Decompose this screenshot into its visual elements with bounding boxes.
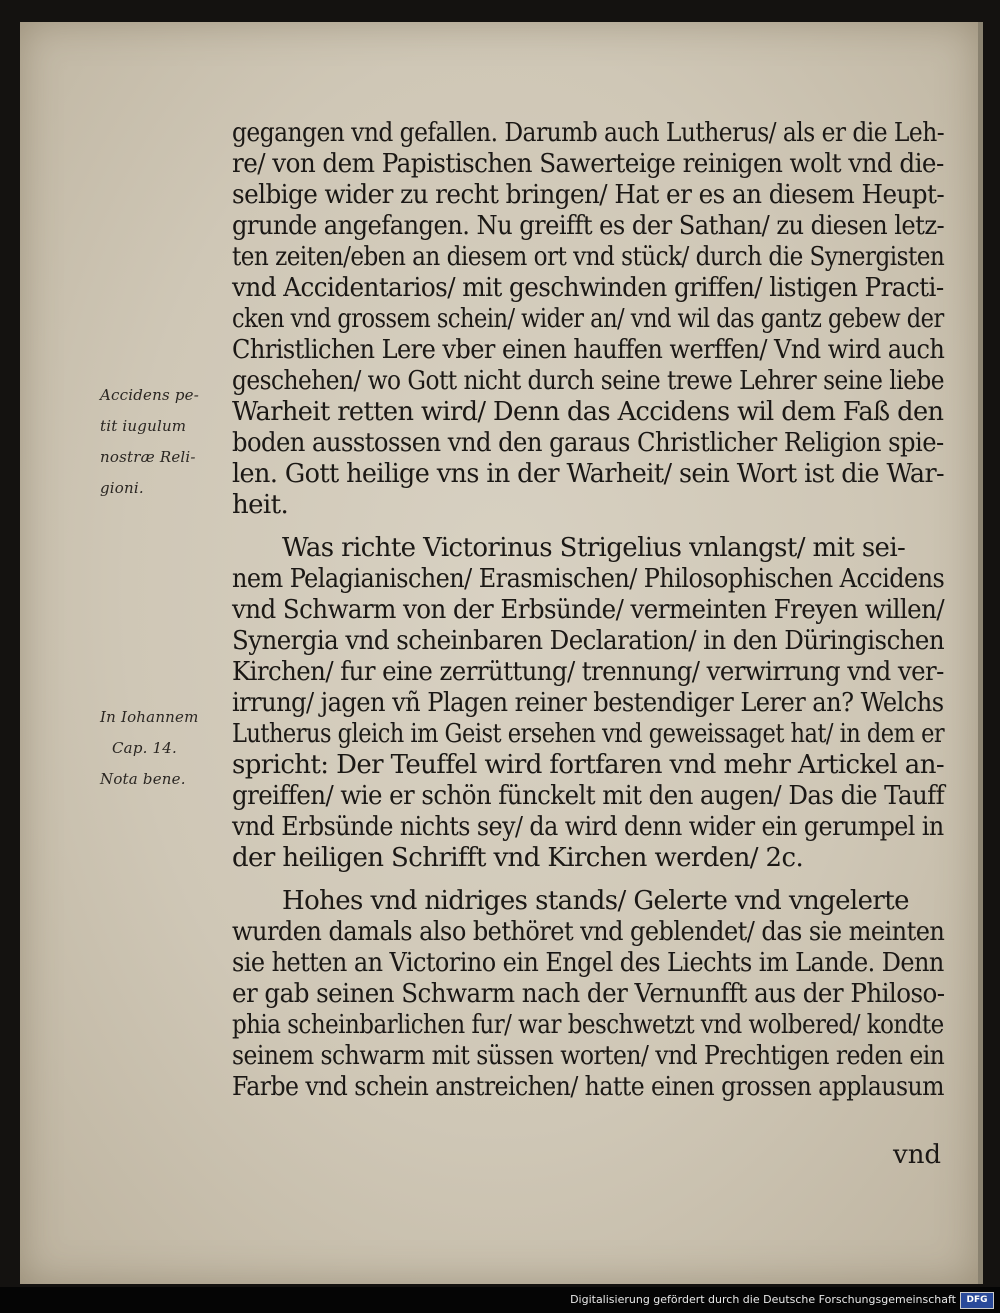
margin-note: nostræ Reli- — [100, 448, 196, 466]
text-line: Lutherus gleich im Geist ersehen vnd geweissaget hat/ in dem er — [232, 719, 945, 749]
footer-bar — [0, 1287, 1000, 1313]
text-line: vnd Erbsünde nichts sey/ da wird denn wider ein gerumpel in — [232, 812, 944, 842]
text-line: Synergia vnd scheinbaren Declaration/ in den Düringischen — [232, 626, 945, 656]
text-line: vnd Schwarm von der Erbsünde/ vermeinten Freyen willen/ — [232, 595, 945, 625]
text-line: re/ von dem Papistischen Sawerteige reinigen wolt vnd die- — [232, 149, 944, 179]
margin-note: Cap. 14. — [112, 739, 178, 757]
paragraph-start-line: Hohes vnd nidriges stands/ Gelerte vnd vngelerte — [282, 886, 909, 916]
text-line: cken vnd grossem schein/ wider an/ vnd wil das gantz gebew der — [232, 304, 944, 334]
margin-note: In Iohannem — [100, 708, 199, 726]
text-line: Warheit retten wird/ Denn das Accidens wil dem Faß den — [232, 397, 944, 427]
paragraph-start-line: Was richte Victorinus Strigelius vnlangst/ mit sei- — [282, 533, 906, 563]
text-line: der heiligen Schrifft vnd Kirchen werden/ 2c. — [232, 843, 804, 873]
text-line: Christlichen Lere vber einen hauffen werffen/ Vnd wird auch — [232, 335, 945, 365]
margin-note: tit iugulum — [100, 417, 187, 435]
text-line: ten zeiten/eben an diesem ort vnd stück/ durch die Synergisten — [232, 242, 945, 272]
text-line: nem Pelagianischen/ Erasmischen/ Philosophischen Accidens — [232, 564, 945, 594]
text-line: geschehen/ wo Gott nicht durch seine trewe Lehrer seine liebe — [232, 366, 944, 396]
text-line: boden ausstossen vnd den garaus Christlicher Religion spie- — [232, 428, 944, 458]
text-line: selbige wider zu recht bringen/ Hat er es an diesem Heupt- — [232, 180, 945, 210]
text-line: grunde angefangen. Nu greifft es der Sathan/ zu diesen letz- — [232, 211, 945, 241]
text-line: Farbe vnd schein anstreichen/ hatte einen grossen applausum — [232, 1072, 944, 1102]
text-line: sie hetten an Victorino ein Engel des Liechts im Lande. Denn — [232, 948, 944, 978]
text-line: Kirchen/ fur eine zerrüttung/ trennung/ verwirrung vnd ver- — [232, 657, 944, 687]
catchword: vnd — [893, 1140, 942, 1170]
text-line: phia scheinbarlichen fur/ war beschwetzt vnd wolbered/ kondte — [232, 1010, 944, 1040]
text-line: er gab seinen Schwarm nach der Vernunfft aus der Philoso- — [232, 979, 945, 1009]
text-line: seinem schwarm mit süssen worten/ vnd Prechtigen reden ein — [232, 1041, 945, 1071]
text-line: wurden damals also bethöret vnd geblendet/ das sie meinten — [232, 917, 945, 947]
text-line: greiffen/ wie er schön fünckelt mit den augen/ Das die Tauff — [232, 781, 945, 811]
funding-credit: Digitalisierung gefördert durch die Deutsche Forschungsgemeinschaft — [570, 1293, 956, 1306]
text-line: gegangen vnd gefallen. Darumb auch Lutherus/ als er die Leh- — [232, 118, 945, 148]
text-line: spricht: Der Teuffel wird fortfaren vnd mehr Artickel an- — [232, 750, 945, 780]
text-line: len. Gott heilige vns in der Warheit/ sein Wort ist die War- — [232, 459, 945, 489]
text-line: heit. — [232, 490, 289, 520]
margin-note: Nota bene. — [100, 770, 186, 788]
margin-note: Accidens pe- — [100, 386, 199, 404]
dfg-logo: DFG — [960, 1292, 994, 1309]
margin-note: gioni. — [100, 479, 144, 497]
text-line: irrung/ jagen vñ Plagen reiner bestendiger Lerer an? Welchs — [232, 688, 944, 718]
text-line: vnd Accidentarios/ mit geschwinden griffen/ listigen Practi- — [232, 273, 944, 303]
book-page — [20, 22, 983, 1284]
